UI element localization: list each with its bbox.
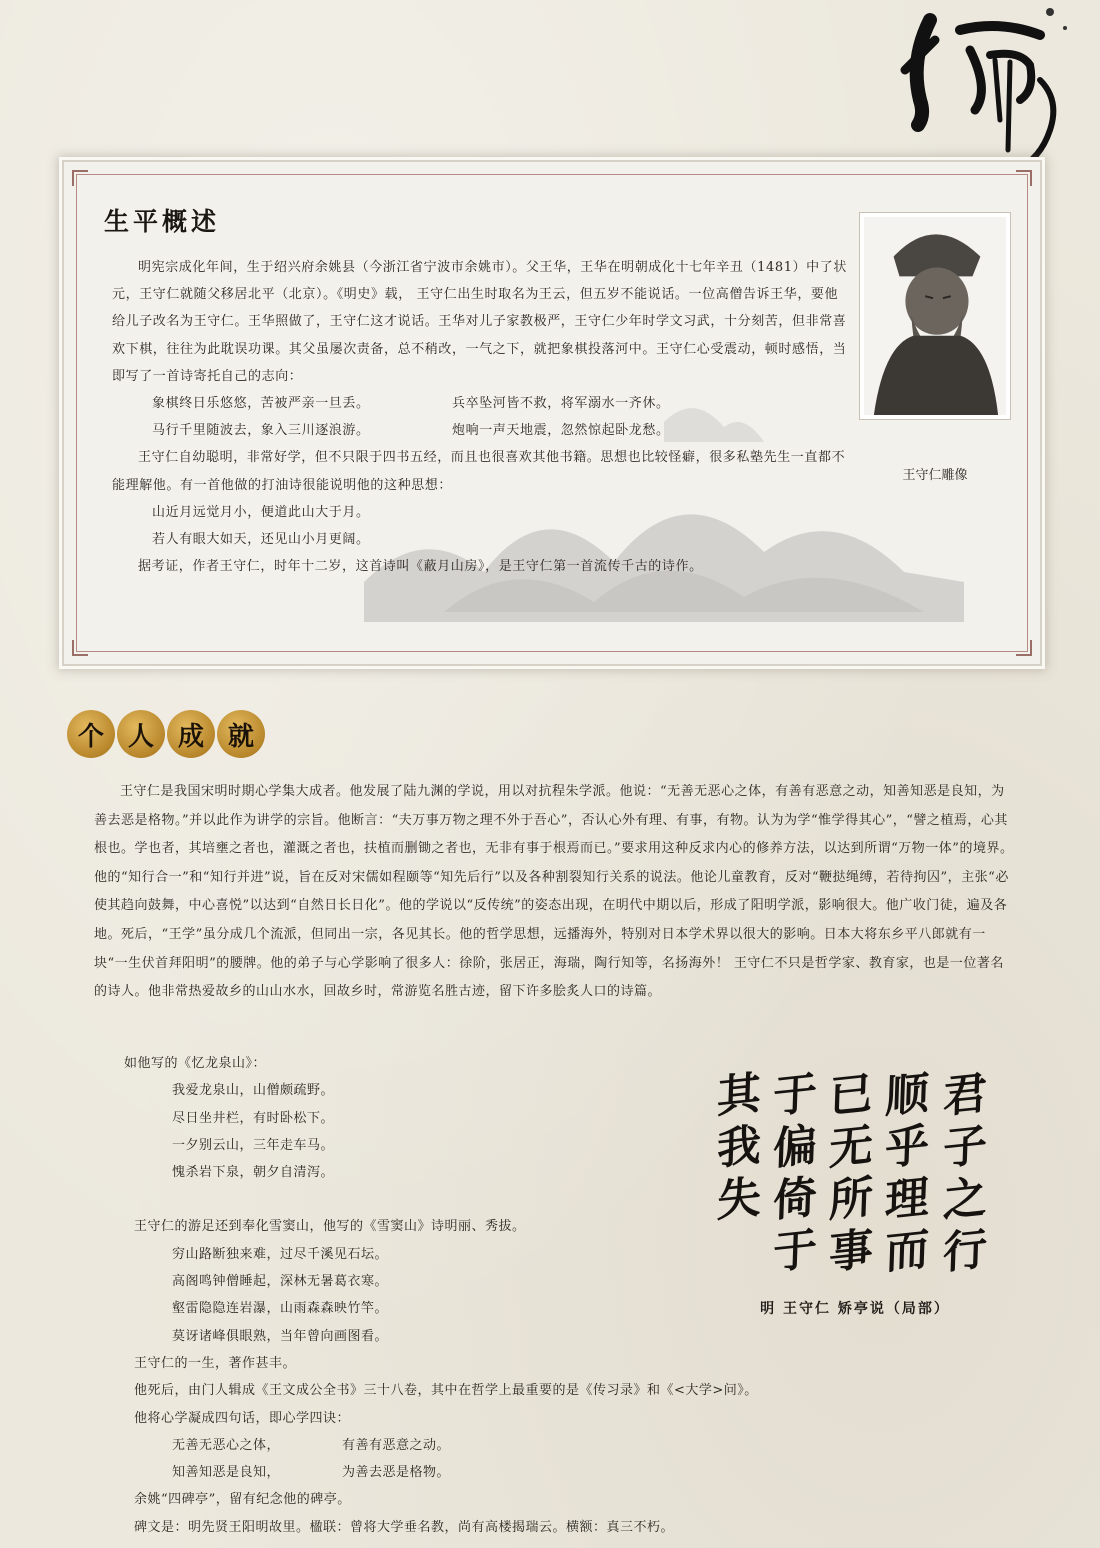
calligraphy-character: 子 — [942, 1119, 988, 1176]
calligraphy-character: 无 — [828, 1119, 874, 1176]
frame-corner-ornament — [72, 640, 88, 656]
calligraphy-character: 君 — [942, 1067, 988, 1124]
calligraphy-column — [710, 1067, 768, 1228]
biography-frame — [62, 160, 1042, 666]
statue-portrait-image — [859, 212, 1011, 420]
jue-line — [124, 1432, 704, 1459]
poems-and-works — [124, 1050, 758, 1541]
portrait-caption: 王守仁雕像 — [902, 468, 968, 483]
section-title-achievements — [67, 710, 265, 758]
calligraphy-character: 失 — [716, 1171, 762, 1228]
calligraphy-column — [936, 1067, 994, 1280]
title-badge: 成 — [167, 710, 215, 758]
title-badge: 就 — [217, 710, 265, 758]
poem-line: 一夕别云山，三年走车马。 — [172, 1137, 335, 1153]
calligraphy-excerpt — [716, 1067, 998, 1280]
poem-line: 壑雷隐隐连岩瀑，山雨森森映竹竿。 — [172, 1301, 389, 1317]
poem-intro: 王守仁的游足还到奉化雪窦山，他写的《雪窦山》诗明丽、秀拔。 — [134, 1219, 526, 1235]
works-text: 王守仁的一生，著作甚丰。 — [134, 1355, 297, 1371]
poem-line: 穷山路断独来难，过尽千溪见石坛。 — [172, 1246, 389, 1262]
pavilion-text: 余姚“四碑亭”，留有纪念他的碑亭。 — [134, 1492, 351, 1508]
calligraphy-character: 已 — [828, 1067, 874, 1124]
poem-line: 尽日坐井栏，有时卧松下。 — [172, 1110, 335, 1126]
calligraphy-column — [766, 1067, 824, 1280]
calligraphy-character: 之 — [942, 1171, 988, 1228]
poem-line: 莫讶诸峰俱眼熟，当年曾向画图看。 — [172, 1328, 389, 1344]
poem-line: 高阁鸣钟僧睡起，深林无暑葛衣寒。 — [172, 1274, 389, 1290]
calligraphy-character: 理 — [884, 1171, 930, 1228]
calligraphy-character: 倚 — [772, 1171, 818, 1228]
ru-calligraphy-logo — [890, 0, 1090, 185]
calligraphy-character: 其 — [716, 1067, 762, 1124]
calligraphy-character: 事 — [828, 1223, 874, 1280]
poem-verse: 兵卒坠河皆不救，将军溺水一齐休。 — [452, 396, 670, 412]
poem-verse: 炮响一声天地震，忽然惊起卧龙愁。 — [452, 423, 670, 439]
calligraphy-column — [822, 1067, 880, 1280]
poem-line: 若人有眼大如天，还见山小月更阔。 — [152, 532, 370, 548]
poem-line: 愧杀岩下泉，朝夕自清泻。 — [172, 1165, 335, 1181]
jue-line — [124, 1459, 704, 1486]
works-text: 他死后，由门人辑成《王文成公全书》三十八卷，其中在哲学上最重要的是《传习录》和《<大学>问》。 — [134, 1383, 758, 1399]
title-badge: 个 — [67, 710, 115, 758]
calligraphy-character: 乎 — [884, 1119, 930, 1176]
poem-line — [112, 417, 850, 444]
calligraphy-character: 而 — [884, 1223, 930, 1280]
poem-verse: 马行千里随波去，象入三川逐浪游。 — [152, 423, 370, 439]
poem-line — [112, 390, 850, 417]
works-text: 他将心学凝成四句话，即心学四诀： — [134, 1410, 351, 1426]
jue-verse: 无善无恶心之体， — [172, 1437, 281, 1453]
calligraphy-character: 偏 — [772, 1119, 818, 1176]
biography-paragraph: 明宪宗成化年间，生于绍兴府余姚县（今浙江省宁波市余姚市）。父王华，王华在明朝成化十七年辛丑（1481）中了状元，王守仁就随父移居北平（北京）。《明史》载， 王守仁出生时取名为王云，但五岁不能说话。一位高僧告诉王华，要他给儿子改名为王守仁。王华照做了，王守仁这才说话。王华对儿子家教极严，王守仁少年时学文习武，十分刻苦，但非常喜欢下棋，往往为此耽误功课。其父虽屡次责备，总不稍改，一气之下，就把象棋投落河中。王守仁心受震动，顿时感悟，当即写了一首诗寄托自己的志向： — [112, 260, 847, 384]
poem-line: 我爱龙泉山，山僧颇疏野。 — [172, 1083, 335, 1099]
poem-intro: 如他写的《忆龙泉山》： — [124, 1056, 267, 1071]
title-badge: 人 — [117, 710, 165, 758]
frame-corner-ornament — [1016, 640, 1032, 656]
calligraphy-character: 我 — [716, 1119, 762, 1176]
frame-corner-ornament — [72, 170, 88, 186]
calligraphy-character: 顺 — [884, 1067, 930, 1124]
poem-verse: 象棋终日乐悠悠，苦被严亲一旦丢。 — [152, 396, 370, 412]
jue-verse: 有善有恶意之动。 — [342, 1437, 451, 1453]
biography-text — [112, 254, 850, 580]
biography-paragraph: 据考证，作者王守仁，时年十二岁，这首诗叫《蔽月山房》，是王守仁第一首流传千古的诗作。 — [138, 559, 703, 575]
jue-verse: 知善知恶是良知， — [172, 1465, 281, 1481]
calligraphy-character: 行 — [942, 1223, 988, 1280]
calligraphy-character: 于 — [772, 1223, 818, 1280]
achievements-text — [94, 778, 1014, 1007]
poem-line: 山近月远觉月小，便道此山大于月。 — [152, 504, 370, 520]
calligraphy-character: 所 — [828, 1171, 874, 1228]
stele-text: 碑文是：明先贤王阳明故里。楹联：曾将大学垂名教，尚有高楼揭瑞云。横额：真三不朽。 — [134, 1519, 675, 1535]
jue-verse: 为善去恶是格物。 — [342, 1465, 451, 1481]
achievements-paragraph: 王守仁是我国宋明时期心学集大成者。他发展了陆九渊的学说，用以对抗程朱学派。他说：“无善无恶心之体，有善有恶意之动，知善知恶是良知，为善去恶是格物。”并以此作为讲学的宗旨。他断言：“夫万事万物之理不外于吾心”，否认心外有理、有事，有物。认为为学“惟学得其心”，“譬之植焉，心其根也。学也者，其培壅之者也，灌溉之者也，扶植而删锄之者也，无非有事于根焉而已。”要求用这种反求内心的修养方法，以达到所谓“万物一体”的境界。他的“知行合一”和“知行并进”说，旨在反对宋儒如程颐等“知先后行”以及各种割裂知行关系的说法。他论儿童教育，反对“鞭挞绳缚，若待拘囚”，主张“必使其趋向鼓舞，中心喜悦”以达到“自然日长日化”。他的学说以“反传统”的姿态出现，在明代中期以后，形成了阳明学派，影响很大。他广收门徒，遍及各地。死后，“王学”虽分成几个流派，但同出一宗，各见其长。他的哲学思想，远播海外，特别对日本学术界以很大的影响。日本大将东乡平八郎就有一块“一生伏首拜阳明”的腰牌。他的弟子与心学影响了很多人：徐阶，张居正，海瑞，陶行知等，名扬海外！ 王守仁不只是哲学家、教育家，也是一位著名的诗人。他非常热爱故乡的山山水水，回故乡时，常游览名胜古迹，留下许多脍炙人口的诗篇。 — [94, 784, 1014, 1000]
biography-paragraph: 王守仁自幼聪明，非常好学，但不只限于四书五经，而且也很喜欢其他书籍。思想也比较怪癖，很多私塾先生一直都不能理解他。有一首他做的打油诗很能说明他的这种思想： — [112, 450, 846, 493]
calligraphy-column — [878, 1067, 936, 1280]
frame-corner-ornament — [1016, 170, 1032, 186]
calligraphy-character: 于 — [772, 1067, 818, 1124]
section-title-biography: 生平概述 — [104, 207, 221, 236]
calligraphy-caption: 明 王守仁 矫亭说（局部） — [760, 1301, 950, 1317]
